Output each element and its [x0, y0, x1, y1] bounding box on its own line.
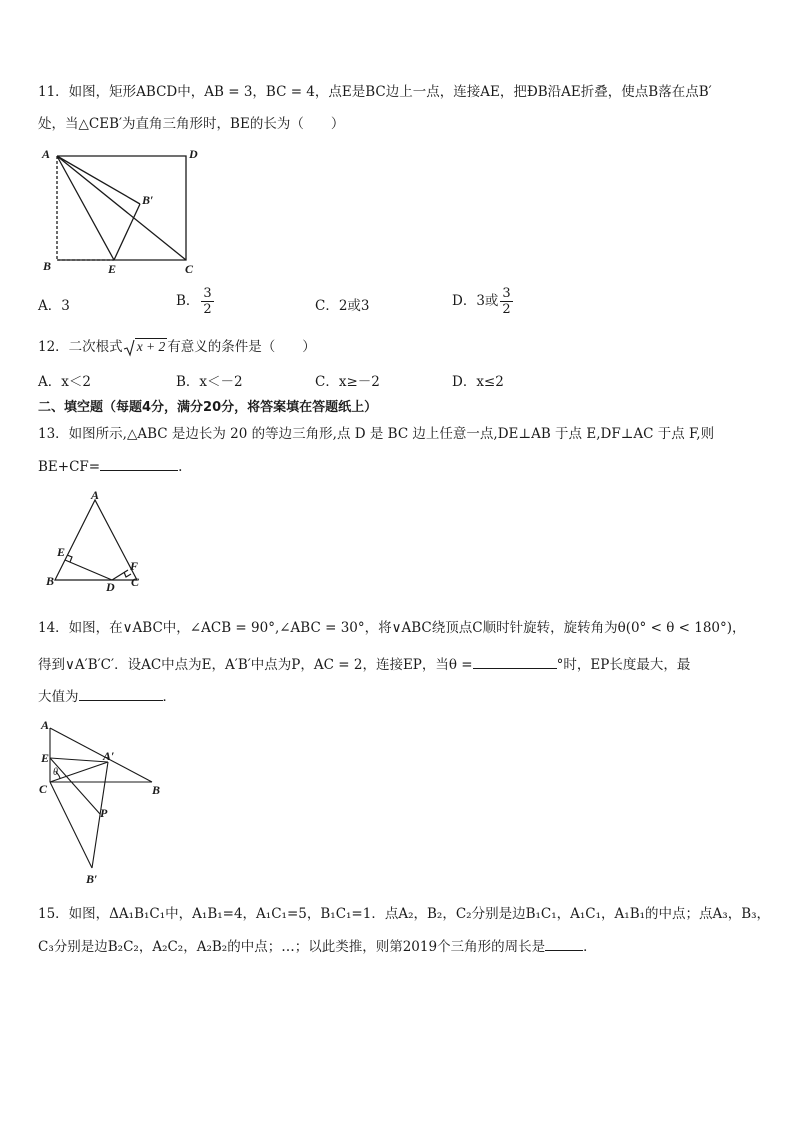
q11-option-d-fraction [500, 286, 512, 317]
q14-max-blank[interactable] [79, 686, 163, 701]
q12-option-b: B．x＜－2 [176, 374, 243, 390]
q13-line2 [38, 456, 182, 477]
q11-option-b-fraction [201, 286, 213, 317]
label-d: D [106, 580, 115, 593]
q14-line1: 14．如图，在∨ABC中，∠ACB = 90°,∠ABC = 30°，将∨ABC绕顶点C顺时针旋转，旋转角为θ(0° < θ < 180°)， [38, 620, 746, 636]
section-heading: 二、填空题（每题4分，满分20分，将答案填在答题纸上） [38, 400, 378, 415]
q14-theta-blank[interactable] [473, 654, 557, 669]
label-theta: θ [53, 767, 58, 778]
q13-answer-blank[interactable] [100, 456, 178, 471]
de-line [65, 560, 112, 580]
q15-end: ． [583, 939, 597, 955]
q11-option-b [176, 286, 216, 317]
q12-option-c: C．x≥－2 [315, 374, 380, 390]
q14-line3-a: 大值为 [38, 689, 79, 705]
q11-option-b-prefix: B． [176, 293, 200, 309]
q12-prefix: 12．二次根式 [38, 339, 123, 355]
q12-option-a: A．x＜2 [38, 374, 91, 390]
label-b: B [43, 259, 52, 273]
q13-prefix: BE+CF= [38, 459, 101, 475]
q13-line1: 13．如图所示,△ABC 是边长为 20 的等边三角形,点 D 是 BC 边上任意一点,DE⊥AB 于点 E,DF⊥AC 于点 F,则 [38, 426, 715, 442]
q14-line2-a: 得到∨A′B′C′．设AC中点为E，A′B′中点为P，AC = 2，连接EP，当θ = [38, 657, 473, 673]
label-c: C [185, 262, 194, 276]
sqrt-sign-icon [123, 339, 135, 357]
label-p: P [100, 806, 108, 820]
label-a: A [42, 147, 51, 161]
q14-figure [34, 716, 174, 891]
label-c: C [39, 782, 48, 796]
q14-line3-b: ． [162, 689, 176, 705]
ea-prime-line [50, 758, 108, 762]
q12-suffix: 有意义的条件是（ ） [167, 339, 316, 355]
q15-prefix: C₃分别是边B₂C₂，A₂C₂，A₂B₂的中点；…；以此类推，则第2019个三角形的周长是 [38, 939, 546, 955]
label-a: A [91, 488, 100, 502]
ae-line [57, 156, 114, 260]
q11-figure [36, 142, 216, 278]
q15-line1: 15．如图，ΔA₁B₁C₁中，A₁B₁=4，A₁C₁=5，B₁C₁=1．点A₂，B₂，C₂分别是边B₁C₁，A₁C₁，A₁B₁的中点；点A₃，B₃， [38, 906, 771, 922]
q12-option-d: D．x≤2 [452, 374, 504, 390]
q12-line [38, 337, 316, 357]
q15-answer-blank[interactable] [545, 936, 583, 951]
label-b-prime: B′ [86, 872, 98, 886]
label-e: E [41, 751, 50, 765]
fraction-denominator: 2 [203, 302, 212, 317]
label-d: D [189, 147, 198, 161]
triangle-abc [55, 500, 137, 580]
q14-line2-b: °时，EP长度最大，最 [556, 657, 691, 673]
ca-prime-line [50, 762, 108, 782]
label-c: C [131, 575, 140, 589]
q11-option-d-prefix: D．3或 [452, 293, 499, 309]
q13-figure [40, 488, 150, 593]
q12-radicand: x + 2 [136, 339, 166, 354]
label-a: A [41, 718, 50, 732]
ab-line [50, 728, 152, 782]
label-b: B [152, 783, 161, 797]
fraction-numerator: 3 [502, 286, 511, 301]
q15-line2 [38, 936, 597, 957]
label-b: B [46, 574, 55, 588]
q11-option-a: A．3 [38, 298, 70, 314]
q11-line2: 处，当△CEB′为直角三角形时，BE的长为（ ） [38, 116, 345, 132]
q11-option-d [452, 286, 515, 317]
fraction-denominator: 2 [502, 302, 511, 317]
q13-end: . [178, 459, 183, 475]
q14-line3 [38, 686, 176, 707]
fraction-numerator: 3 [203, 286, 212, 301]
q11-line1: 11．如图，矩形ABCD中，AB = 3，BC = 4，点E是BC边上一点，连接AE，把ÐB沿AE折叠，使点B落在点B′ [38, 84, 712, 100]
q14-line2 [38, 654, 690, 675]
label-a-prime: A′ [103, 749, 115, 763]
cb-prime-line [50, 782, 92, 868]
label-e: E [57, 545, 66, 559]
label-e: E [108, 262, 117, 276]
q11-option-c: C．2或3 [315, 298, 370, 314]
label-b-prime: B′ [142, 193, 154, 207]
label-f: F [130, 559, 139, 573]
